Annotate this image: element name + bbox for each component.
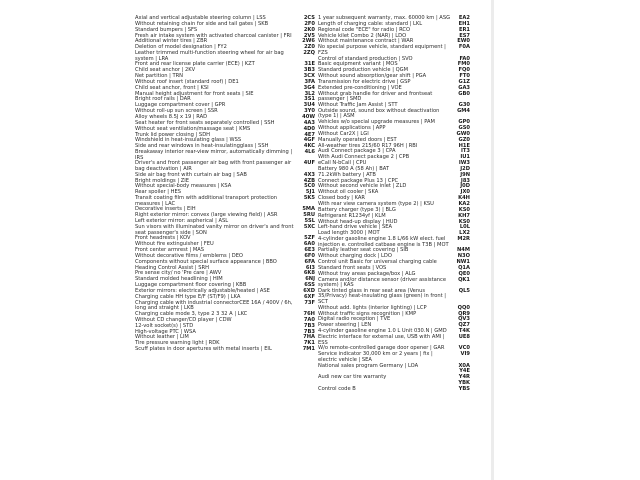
option-description: Exterior mirrors: electrically adjustable/heated | ASE [135, 287, 270, 294]
option-code: KS0 [458, 206, 470, 213]
option-description: Bright moldings | ZIE [135, 177, 189, 184]
option-description: 71.2kWh battery | ATB [318, 171, 376, 178]
option-code: 6K8 [303, 270, 315, 277]
option-description: Child seat anchor, front | KSI [135, 84, 209, 91]
option-description: Transit coating film with additional transport protection measures | LAC [135, 195, 278, 207]
option-description: Leather trimmed multi-function steering wheel for air bag system | LRA [135, 50, 284, 62]
option-code: GA3 [458, 84, 470, 91]
option-code: 2ZQ [303, 50, 315, 57]
option-code: QQ0 [457, 304, 470, 311]
option-code: FT0 [459, 73, 470, 80]
option-code: YBK [458, 380, 470, 387]
option-description: High-voltage PTC | WSA [135, 328, 196, 335]
option-row [318, 387, 470, 393]
option-description: Trunk lid power closing | SDH [135, 131, 211, 138]
option-description: Without maintenance contract | WAR [318, 38, 414, 45]
option-description: Front and rear license plate carrier (ECE) | KZT [135, 61, 255, 68]
option-description: Tire pressure warning light | RDK [135, 340, 220, 347]
option-code: 7M1 [302, 346, 315, 353]
option-description: Without decorative films / emblems | DEO [135, 252, 243, 259]
option-code: 6NJ [305, 276, 315, 283]
option-description: Camera and/or distance sensor (driver assistance system) | KAS [318, 276, 446, 289]
option-description: Without roof insert (standard roof) | DE1 [135, 78, 239, 85]
option-code: J0D [460, 183, 470, 190]
option-description: Side air bag front with curtain air bag | SAB [135, 171, 247, 178]
option-code: LX2 [459, 230, 470, 237]
option-description: Dark tinted glass in rear seat area (Venus 35/Privacy) heat-insulating glass (green) in front | SCT [318, 287, 447, 305]
option-description: No special purpose vehicle, standard equipment | FZS [318, 44, 446, 56]
option-description: Outside sound, sound box without deactivation (type 1) | ASM [318, 107, 440, 120]
option-code: QE0 [458, 270, 470, 277]
option-description: Fresh air intake system with activated charcoal canister | FRI [135, 32, 292, 39]
option-description: Additional winter tires | ZBR [135, 38, 208, 45]
option-description: Manual height adjustment for front seats | SIE [135, 90, 254, 97]
option-description: Deletion of model designation | FY2 [135, 44, 227, 51]
option-code: VC0 [458, 345, 470, 352]
option-row [135, 347, 315, 353]
option-description: Decorative inserts | EIH [135, 206, 196, 213]
option-code: X0A [458, 362, 470, 369]
page-edge-shadow [491, 0, 494, 480]
option-code: GW0 [456, 130, 470, 137]
option-code: N3O [457, 253, 470, 260]
option-code: QZ7 [458, 322, 470, 329]
option-code: M2R [457, 236, 470, 243]
option-code: L0L [459, 224, 470, 231]
option-code: N4M [457, 247, 470, 254]
option-description: W/o remote-controlled garage door opener | GAR [318, 345, 445, 352]
option-row [318, 352, 470, 363]
option-code: 6XF [303, 293, 315, 300]
option-code: ER1 [458, 26, 470, 33]
option-code: 5K5 [303, 195, 315, 202]
option-description: Vehicle kilet Combo 2 (NAR) | LDO [318, 32, 407, 39]
option-code: FA0 [459, 55, 470, 62]
option-code: KA2 [458, 200, 470, 207]
option-code: QL5 [458, 287, 470, 294]
option-code: 4A3 [303, 119, 315, 126]
option-code: 4UF [303, 160, 315, 167]
option-description: eCall N-bCall | CPU [318, 160, 367, 167]
option-code: GS0 [458, 125, 470, 131]
option-description: Without applications | APP [318, 125, 386, 131]
option-code: FQ0 [458, 67, 470, 74]
option-description: Without Traffic Jam Assist | STT [318, 101, 398, 108]
option-description: Without roll-up sun screen | SSR [135, 108, 218, 115]
option-description: Child seat anchor | 2KV [135, 67, 196, 74]
option-code: EH1 [458, 20, 470, 27]
option-code: J2D [460, 165, 470, 172]
option-description: Charging cable HH type E/F (ST/F9) | LKA [135, 293, 241, 300]
option-code: 5ZF [304, 235, 315, 242]
option-code: 76H [303, 310, 315, 317]
option-code: 3L2 [304, 90, 315, 97]
options-column-left [135, 16, 315, 353]
option-description: Regional code "ECE" for radio | RCO [318, 26, 411, 33]
option-description: Without grab handle for driver and frontseat passenger | SMD [318, 90, 433, 103]
option-code: 6A0 [303, 241, 315, 248]
option-code: EA2 [458, 15, 470, 21]
option-code: 6SS [304, 282, 315, 289]
option-description: Without seat ventilation/massage seat | KMS [135, 125, 251, 132]
option-code: T4K [458, 328, 470, 335]
option-code: 3U4 [303, 102, 315, 109]
option-description: Left exterior mirror: aspherical | ASL [135, 218, 229, 225]
option-code: 5XC [303, 224, 315, 230]
option-description: Without Car2X | LGI [318, 130, 369, 137]
option-code: 6E3 [304, 247, 315, 254]
option-code: 3G4 [303, 84, 315, 91]
option-code: 6FA [304, 258, 315, 265]
option-code: 7B3 [303, 328, 315, 335]
option-description: Vehicles w/o special upgrade measures | PAM [318, 119, 435, 126]
option-code: GZ0 [458, 136, 470, 143]
option-code: G1Z [458, 78, 470, 85]
option-code: 2V5 [303, 32, 315, 39]
option-code: 4KC [303, 143, 315, 150]
option-code: 5SL [304, 218, 315, 225]
option-code: Q1A [458, 264, 470, 271]
option-description: With rear view camera system (type 2) | KSU [318, 200, 434, 207]
option-code: 4E7 [304, 131, 315, 138]
option-description: Service indicator 30,000 km or 2 years | fix | electric vehicle | SEA [318, 351, 433, 363]
option-code: EW0 [457, 38, 470, 45]
option-code: 5C0 [304, 183, 315, 190]
option-code: 6I3 [305, 264, 315, 271]
option-code: GB0 [458, 90, 470, 97]
option-description: Without CD changer/CD player | CDW [135, 316, 232, 323]
option-description: All-weather tires 215/60 R17 96H | RBI [318, 142, 418, 149]
option-code: 4GF [303, 137, 315, 144]
option-code: YBS [458, 385, 470, 392]
option-description: National sales program Germany | LOA [318, 362, 419, 369]
option-description: Rear spoiler | HES [135, 189, 181, 196]
option-description: Load length 3000 | MOT [318, 230, 380, 237]
option-description: Audi Connect package 3 | CPA [318, 148, 396, 155]
option-description: Breakaway interior rear-view mirror, automatically dimming | IRS [135, 149, 293, 161]
option-code: GP0 [458, 119, 470, 126]
option-code: IU1 [460, 154, 470, 161]
option-description: Without head-up display | HUD [318, 218, 398, 225]
option-description: Digital radio reception | TVE [318, 316, 391, 323]
option-description: Net partition | TRN [135, 73, 184, 80]
option-code: 6XD [303, 287, 315, 294]
option-description: Battery charger (type 3) | BLG [318, 206, 396, 213]
option-description: Standard bumpers | SFS [135, 26, 198, 33]
option-description: Alloy wheels 8.5J x 19 | RAD [135, 114, 208, 120]
option-code: 73F [304, 299, 315, 306]
option-code: KH7 [458, 212, 470, 219]
option-code: 4D0 [303, 125, 315, 132]
option-row [318, 289, 470, 306]
option-description: Connect package Plus 13 | CPC [318, 177, 399, 184]
option-description: Audi new car tire warranty [318, 374, 387, 381]
option-code: GM4 [457, 107, 470, 114]
option-code: IW3 [458, 160, 470, 167]
option-code: 2CS [303, 15, 315, 21]
option-description: Standard molded headlining | HIM [135, 276, 223, 283]
option-description: Without charging dock | LDO [318, 253, 392, 260]
option-code: 7HA [303, 334, 315, 341]
option-code: JX0 [460, 189, 470, 196]
option-description: Front center armrest | MAS [135, 247, 205, 254]
option-code: Y4E [459, 368, 470, 375]
option-code: 2W6 [302, 38, 315, 45]
option-description: Front headrests | KOV [135, 235, 191, 242]
option-code: 6F0 [304, 252, 315, 259]
option-description: Standard front seats | VOS [318, 264, 387, 271]
option-description: Power steering | LEN [318, 322, 372, 329]
option-code: K4H [458, 195, 470, 202]
option-description: Closed body | KAR [318, 195, 365, 202]
option-code: F0A [458, 44, 470, 51]
option-code: 5RU [303, 212, 315, 219]
option-description: Transmission for electric drive | GSP [318, 78, 411, 85]
option-description: Refrigerant R1234yf | KLM [318, 212, 386, 219]
option-description: Without tray areas package/box | ALG [318, 270, 416, 277]
option-description: Driver's and front passenger air bag with front passenger air bag deactivation | AIR [135, 160, 292, 172]
option-description: Manually operated doors | EST [318, 136, 397, 143]
option-description: 1 year subsequent warranty, max. 60000 km | ASG [318, 15, 451, 21]
option-description: Without add. lights (interior lighting) | LCP [318, 304, 427, 311]
option-description: Side and rear windows in heat-insulatingglass | SSH [135, 143, 269, 150]
option-code: 3FA [304, 78, 315, 85]
option-description: Right exterior mirror: convex (large viewing field) | ASR [135, 212, 278, 219]
option-description: Scuff plates in door apertures with metal inserts | EIL [135, 346, 272, 353]
option-description: Partially leather seat covering | SIB [318, 247, 409, 254]
option-description: Windshield in heat-insulating glass | WSS [135, 137, 242, 144]
option-description: Heading Control Assist | SRH [135, 264, 209, 271]
option-code: 3S1 [304, 96, 315, 103]
option-code: 3Y0 [304, 108, 315, 115]
option-code: Y4R [458, 374, 470, 381]
option-code: 4L6 [304, 149, 315, 156]
option-code: J83 [460, 177, 470, 184]
option-code: 4ZB [303, 177, 315, 184]
option-description: Without sound absorption/gear shift | PGA [318, 73, 427, 80]
option-description: Luggage compartment cover | GPR [135, 102, 226, 109]
option-code: KS0 [458, 218, 470, 225]
option-description: Components without special surface appearance | BBO [135, 258, 277, 265]
option-code: QR9 [458, 310, 470, 317]
option-code: 3CX [303, 73, 315, 80]
option-code: J9N [460, 171, 470, 178]
options-table-right [318, 16, 470, 393]
option-description: Charging cable mode 3, type 2 3 32 A | LKC [135, 310, 248, 317]
option-code: UE8 [458, 334, 470, 340]
option-description: 12-volt socket(s) | STD [135, 322, 194, 329]
option-description: 4-cylinder gasoline engine 1.8 L/66 kW elect. fuel injection e. controlled catbase engine is T3B | MOT [318, 236, 449, 248]
option-code: 40W [302, 114, 315, 120]
option-code: IT3 [461, 148, 470, 155]
option-description: Without second vehicle inlet | ZLD [318, 183, 407, 190]
option-code: ES7 [459, 32, 470, 39]
option-description: 4-cylinder gasoline engine 1.0 L Unit 030.N | GMD [318, 328, 447, 335]
option-description: Without retaining chain for side and tail gates | SKB [135, 20, 269, 27]
option-description: Without fire extinguisher | FEU [135, 241, 214, 248]
option-description: Pre sense city/ no 'Pre care | AWV [135, 270, 222, 277]
option-description: Without oil cooler | SKA [318, 189, 379, 196]
option-description: With Audi Connect package 2 | CPB [318, 154, 410, 161]
option-code: 4X3 [303, 171, 315, 178]
option-description: Without special-body measures | KSA [135, 183, 232, 190]
option-code: 2K0 [303, 26, 315, 33]
option-row [318, 45, 470, 56]
option-description: Electric interface for external use, USB with AMI | ESS [318, 334, 445, 346]
option-code: QK1 [458, 276, 470, 283]
option-description: Without leather | LIM [135, 334, 189, 341]
option-description: Without traffic signs recognition | KMP [318, 310, 417, 317]
option-code: 7K1 [303, 340, 315, 347]
option-description: Length of charging cable: standard | LKL [318, 20, 423, 27]
option-code: 2Z0 [304, 44, 315, 51]
option-code: 3B3 [303, 67, 315, 74]
option-code: 31E [304, 61, 315, 68]
option-code: 7B3 [303, 322, 315, 329]
option-description: Bright roof rails | DAR [135, 96, 191, 103]
option-code: 5J1 [305, 189, 315, 196]
option-description: Sun visors with illuminated vanity mirror on driver's and front seat passenger's side | SON [135, 224, 294, 236]
option-code: FM0 [457, 61, 470, 68]
option-description: Seat heater for front seats separately controlled | SSH [135, 119, 275, 126]
option-description: Control code B [318, 385, 356, 392]
option-code: H1E [458, 142, 470, 149]
options-column-right [318, 16, 470, 393]
option-code: 7A0 [303, 316, 315, 323]
option-code: 5MA [302, 206, 315, 213]
option-code: NW1 [456, 259, 470, 266]
option-code: 2F0 [304, 20, 315, 27]
option-code: G30 [458, 101, 470, 108]
option-code: QV3 [458, 316, 470, 323]
option-description: Luggage compartment floor covering | KBB [135, 282, 247, 289]
option-description: Extended pre-conditioning | VOE [318, 84, 402, 91]
option-description: Basic equipment variant | MOS [318, 61, 398, 68]
options-table-left [135, 16, 315, 353]
option-description: Left-hand drive vehicle | SEA [318, 224, 393, 231]
option-description: Control unit Basic for universal charging cable [318, 259, 437, 266]
option-description: Charging cable with industrial connectorCEE 16A / 400V / 6h, long and straight | LKB [135, 299, 293, 312]
option-description: Control of standard production | SVO [318, 55, 413, 62]
option-code: VI9 [460, 351, 470, 358]
option-description: Axial and vertical adjustable steering column | LSS [135, 15, 266, 21]
option-description: Standard production vehicle | QGM [318, 67, 409, 74]
option-description: Battery 980 A (58 Ah) | BAT [318, 165, 390, 172]
